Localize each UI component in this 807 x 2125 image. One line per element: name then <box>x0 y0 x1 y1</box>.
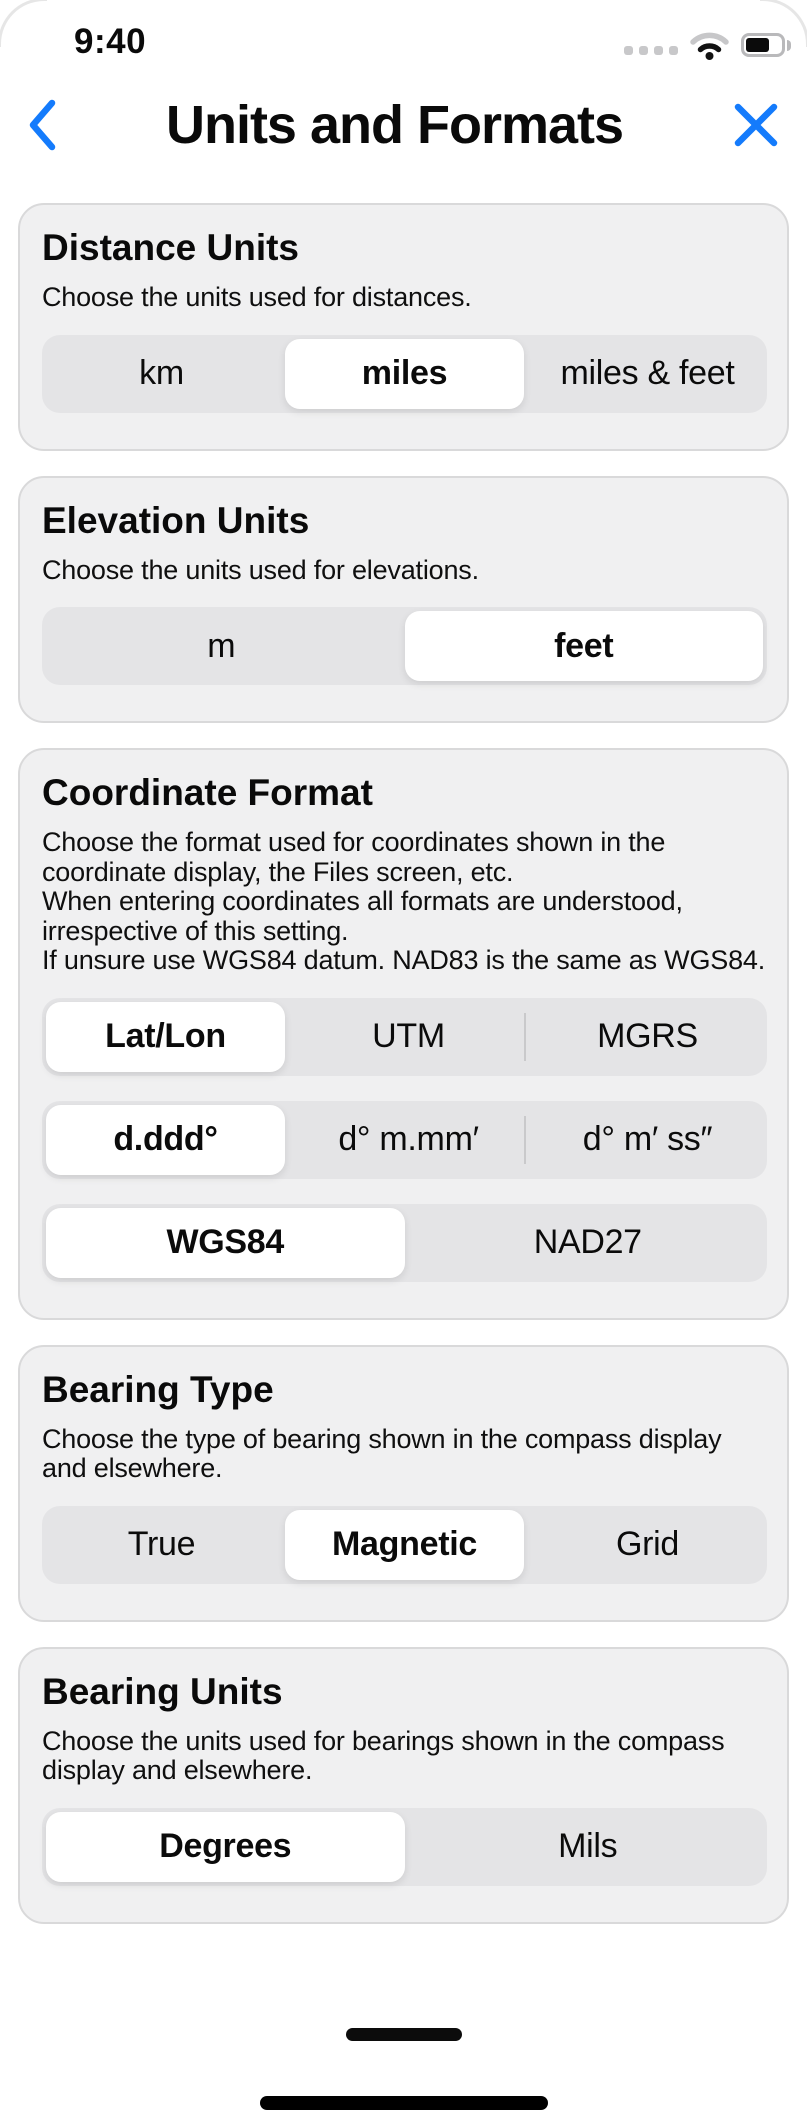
segment-utm[interactable]: UTM <box>372 1017 445 1055</box>
card-description <box>42 1727 767 1786</box>
card-description <box>42 283 767 313</box>
segment-miles-and-feet[interactable]: miles & feet <box>560 354 735 392</box>
card-description <box>42 1425 767 1484</box>
segment-latlon-selected[interactable]: Lat/Lon <box>46 1002 285 1072</box>
segment-magnetic-selected[interactable]: Magnetic <box>285 1510 524 1580</box>
card-description <box>42 828 767 976</box>
battery-icon <box>741 33 791 57</box>
close-button[interactable] <box>731 100 781 150</box>
description-paragraph: Choose the units used for bearings shown in the compass display and elsewhere. <box>42 1725 725 1785</box>
segment-degrees-decimal-minutes[interactable]: d° m.mm′ <box>338 1120 479 1158</box>
segment-km[interactable]: km <box>139 354 184 392</box>
page-title: Units and Formats <box>165 95 624 155</box>
degree-format-segmented-control <box>42 1101 767 1179</box>
card-coordinate-format <box>18 748 789 1320</box>
status-icons <box>624 30 791 60</box>
card-elevation-units <box>18 476 789 724</box>
description-paragraph: Choose the format used for coordinates shown in the coordinate display, the Files screen, etc. <box>42 827 666 887</box>
segment-mils[interactable]: Mils <box>558 1827 618 1865</box>
sheet-grabber-handle[interactable] <box>346 2028 462 2041</box>
header <box>0 92 807 158</box>
status-time: 9:40 <box>74 22 147 61</box>
back-button[interactable] <box>26 98 58 152</box>
segment-true[interactable]: True <box>127 1525 196 1563</box>
settings-cards <box>18 203 789 1924</box>
home-indicator[interactable] <box>260 2096 548 2110</box>
card-description <box>42 556 767 586</box>
card-title: Elevation Units <box>42 499 310 541</box>
distance-units-segmented-control <box>42 335 767 413</box>
wifi-icon <box>689 30 730 60</box>
bearing-type-segmented-control <box>42 1506 767 1584</box>
segment-m[interactable]: m <box>207 626 236 665</box>
segment-decimal-degrees-selected[interactable]: d.ddd° <box>46 1105 285 1175</box>
description-paragraph: If unsure use WGS84 datum. NAD83 is the same as WGS84. <box>42 945 766 975</box>
card-bearing-type <box>18 1345 789 1622</box>
cellular-signal-icon <box>624 46 678 55</box>
description-paragraph: When entering coordinates all formats are understood, irrespective of this setting. <box>42 886 683 946</box>
segment-nad27[interactable]: NAD27 <box>533 1223 642 1261</box>
card-title: Bearing Units <box>42 1670 283 1712</box>
segment-degrees-minutes-seconds[interactable]: d° m′ ss″ <box>582 1120 713 1158</box>
segment-miles-selected[interactable]: miles <box>285 339 524 409</box>
device-corner-top-left <box>0 0 47 47</box>
card-title: Bearing Type <box>42 1368 274 1410</box>
card-distance-units <box>18 203 789 451</box>
segment-mgrs[interactable]: MGRS <box>597 1017 698 1055</box>
elevation-units-segmented-control <box>42 607 767 685</box>
card-bearing-units <box>18 1647 789 1924</box>
segment-grid[interactable]: Grid <box>615 1525 680 1563</box>
segment-degrees-selected[interactable]: Degrees <box>46 1812 405 1882</box>
x-close-icon <box>731 100 781 150</box>
segment-feet-selected[interactable]: feet <box>405 611 764 681</box>
description-paragraph: Choose the units used for elevations. <box>42 554 479 585</box>
bearing-units-segmented-control <box>42 1808 767 1886</box>
datum-segmented-control <box>42 1204 767 1282</box>
card-title: Coordinate Format <box>42 772 373 813</box>
coordinate-system-segmented-control <box>42 998 767 1076</box>
description-paragraph: Choose the type of bearing shown in the compass display and elsewhere. <box>42 1423 722 1483</box>
segment-wgs84-selected[interactable]: WGS84 <box>46 1208 405 1278</box>
card-title: Distance Units <box>42 227 300 268</box>
chevron-left-icon <box>26 98 58 152</box>
description-paragraph: Choose the units used for distances. <box>42 282 472 312</box>
